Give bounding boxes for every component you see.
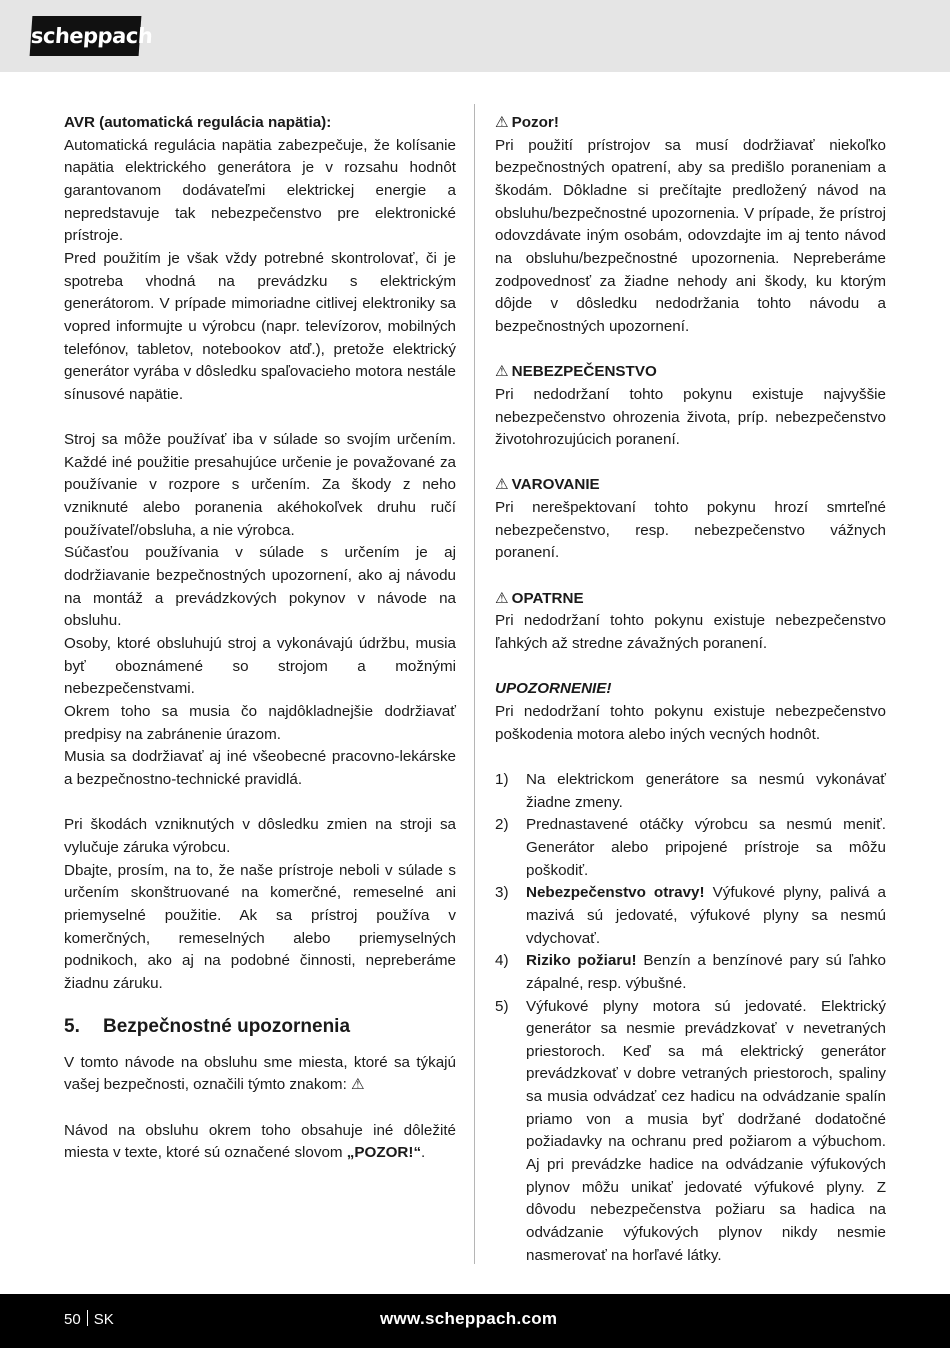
warning-triangle-icon: ⚠ bbox=[495, 476, 509, 494]
warning-heading bbox=[495, 474, 886, 497]
caution-heading bbox=[495, 588, 886, 611]
list-item bbox=[495, 882, 886, 950]
list-item bbox=[495, 814, 886, 882]
caution-title: OPATRNE bbox=[511, 589, 584, 607]
notice-text: Pri nedodržaní tohto pokynu existuje nebezpečenstvo poškodenia motora alebo iných vecných hodnôt. bbox=[495, 703, 886, 743]
list-item bbox=[495, 996, 886, 1268]
intended-use-paragraph-3: Osoby, ktoré obsluhujú stroj a vykonávajú údržbu, musia byť oboznámené so strojom a možnými nebezpečenstvami. bbox=[64, 635, 456, 698]
right-column bbox=[495, 112, 886, 1267]
page-separator bbox=[87, 1310, 88, 1326]
language-code: SK bbox=[93, 1311, 114, 1328]
page-indicator bbox=[64, 1310, 114, 1330]
intended-use-paragraph-1: Stroj sa môže používať iba v súlade so svojím určením. Každé iné použitie presahujúce určenie je považované za používanie v rozpore s určením. Za škody z neho vzniknuté alebo poranenia akéhokoľvek druhu ručí používateľ/obsluha, a nie výrobca. bbox=[64, 431, 456, 539]
section-heading bbox=[64, 1014, 456, 1040]
left-column bbox=[64, 112, 456, 1165]
notice-title: UPOZORNENIE! bbox=[495, 680, 612, 698]
intended-use-paragraph-5: Musia sa dodržiavať aj iné všeobecné pracovno-lekárske a bezpečnostno-technické pravidlá. bbox=[64, 748, 456, 789]
list-item-bold: Riziko požiaru! bbox=[526, 952, 637, 970]
warning-triangle-icon: ⚠ bbox=[495, 114, 509, 131]
list-item-text: Výfukové plyny, palivá a mazivá sú jedovaté, výfukové plyny sa nesmú vdychovať. bbox=[526, 884, 887, 947]
list-item-text: Na elektrickom generátore sa nesmú vykonávať žiadne zmeny. bbox=[526, 770, 886, 811]
list-item-text: Benzín a benzínové pary sú ľahko zápalné, resp. výbušné. bbox=[526, 952, 886, 992]
scheppach-logo: scheppach bbox=[30, 16, 142, 56]
warning-text: Pri nerešpektovaní tohto pokynu hrozí smrteľné nebezpečenstvo, resp. nebezpečenstvo vážnych poranení. bbox=[495, 499, 886, 562]
section-number: 5. bbox=[64, 1015, 80, 1037]
intro-paragraph-2-text: Návod na obsluhu okrem toho obsahuje iné dôležité miesta v texte, ktoré sú označené slovom bbox=[64, 1121, 456, 1162]
safety-list bbox=[495, 769, 886, 1267]
pozor-title: Pozor! bbox=[511, 114, 559, 131]
list-item bbox=[495, 769, 886, 814]
caution-text: Pri nedodržaní tohto pokynu existuje nebezpečenstvo ľahkých až stredne závažných poranení. bbox=[495, 612, 886, 653]
warning-triangle-icon: ⚠ bbox=[495, 589, 509, 607]
list-item-number: 1) bbox=[495, 770, 509, 788]
intro-paragraph-1 bbox=[64, 1052, 456, 1097]
intended-use-paragraph-2: Súčasťou používania v súlade s určením je aj dodržiavanie bezpečnostných upozornení, ako aj návodu na montáž a prevádzkových pokynov v návode na obsluhu. bbox=[64, 544, 456, 630]
header-band bbox=[0, 0, 950, 72]
pozor-keyword: „POZOR!“ bbox=[346, 1144, 422, 1162]
danger-title: NEBEZPEČENSTVO bbox=[511, 363, 657, 381]
intro-paragraph-1-text: V tomto návode na obsluhu sme miesta, ktoré sa týkajú vašej bezpečnosti, označili týmto znakom: bbox=[64, 1053, 456, 1094]
website-link[interactable]: www.scheppach.com bbox=[380, 1309, 558, 1328]
avr-heading: AVR (automatická regulácia napätia): bbox=[64, 114, 332, 131]
list-item-text: Prednastavené otáčky výrobcu sa nesmú meniť. Generátor alebo pripojené prístroje sa môžu poškodiť. bbox=[526, 816, 886, 879]
list-item-number: 4) bbox=[495, 952, 509, 970]
warning-title: VAROVANIE bbox=[511, 476, 600, 494]
section-title: Bezpečnostné upozornenia bbox=[103, 1015, 351, 1037]
column-divider bbox=[474, 104, 475, 1264]
list-item-number: 3) bbox=[495, 884, 509, 902]
pozor-heading bbox=[495, 112, 886, 135]
list-item bbox=[495, 950, 886, 995]
warranty-paragraph-1: Pri škodách vzniknutých v dôsledku zmien na stroji sa vylučuje záruka výrobcu. bbox=[64, 816, 456, 856]
list-item-number: 2) bbox=[495, 816, 509, 834]
avr-paragraph-2: Pred použitím je však vždy potrebné skontrolovať, či je spotreba vhodná na prevádzku s elektrickým generátorom. V prípade mimoriadne citlivej elektroniky sa vopred informujte u výrobcu (napr. televízorov, mobilných telefónov, tabletov, notebookov atď.), pretože elektrický generátor vyrába v dôsledku spaľovacieho motora nestále sínusové napätie. bbox=[64, 249, 456, 403]
avr-paragraph-1: Automatická regulácia napätia zabezpečuje, že kolísanie napätia elektrického generátora je v rozsahu hodnôt garantovanom dodávateľmi elektrickej energie a nepredstavuje tak nebezpečenstvo pre elektronické prístroje. bbox=[64, 136, 456, 245]
list-item-text: Výfukové plyny motora sú jedovaté. Elektrický generátor sa nesmie prevádzkovať v nevetraných priestoroch. Keď sa má elektrický generátor prevádzkovať v dobre vetraných priestoroch, spaliny sa musia odvádzať cez hadicu na odvádzanie spalín priamo von a musia byť dodržané dodatočné požiadavky na ochranu pred požiarom a výbuchom. Aj pri prevádzke hadice na odvádzanie výfukových plynov môžu unikať jedovaté výfukové plyny. Z dôvodu nebezpečenstva požiaru sa hadica na odvádzanie výfukových plynov nikdy nesmie nasmerovať na horľavé látky. bbox=[526, 997, 886, 1264]
intended-use-paragraph-4: Okrem toho sa musia čo najdôkladnejšie dodržiavať predpisy na zabránenie úrazom. bbox=[64, 703, 456, 743]
intro-paragraph-2 bbox=[64, 1120, 456, 1165]
list-item-bold: Nebezpečenstvo otravy! bbox=[526, 884, 705, 902]
pozor-text: Pri použití prístrojov sa musí dodržiavať niekoľko bezpečnostných opatrení, aby sa predišlo poraneniam a škodám. Dôkladne si prečítajte predložený návod na obsluhu/bezpečnostné upozornenia. V prípade, že prístroj odovzdávate iným osobám, odovzdajte im aj tento návod na obsluhu/bezpečnostné upozornenia. Nepreberáme zodpovednosť za žiadne nehody ani škody, ku ktorým dôjde v dôsledku nedodržania tohto návodu a bezpečnostných upozornení. bbox=[495, 136, 886, 335]
warning-triangle-icon: ⚠ bbox=[351, 1076, 365, 1094]
danger-heading bbox=[495, 361, 886, 384]
footer bbox=[0, 1294, 950, 1348]
danger-text: Pri nedodržaní tohto pokynu existuje najvyššie nebezpečenstvo ohrozenia života, príp. nebezpečenstvo životohrozujúcich poranení. bbox=[495, 385, 886, 449]
intro-paragraph-2-end: . bbox=[421, 1144, 426, 1162]
list-item-number: 5) bbox=[495, 997, 509, 1015]
warning-triangle-icon: ⚠ bbox=[495, 363, 509, 381]
page-number: 50 bbox=[64, 1311, 81, 1328]
warranty-paragraph-2: Dbajte, prosím, na to, že naše prístroje neboli v súlade s určením skonštruované na komerčné, remeselné ani priemyselné použitie. Ak sa prístroj používa v komerčných, remeselných alebo priemyselných podnikoch, ako aj na podobné činnosti, nepreberáme žiadnu záruku. bbox=[64, 861, 456, 992]
